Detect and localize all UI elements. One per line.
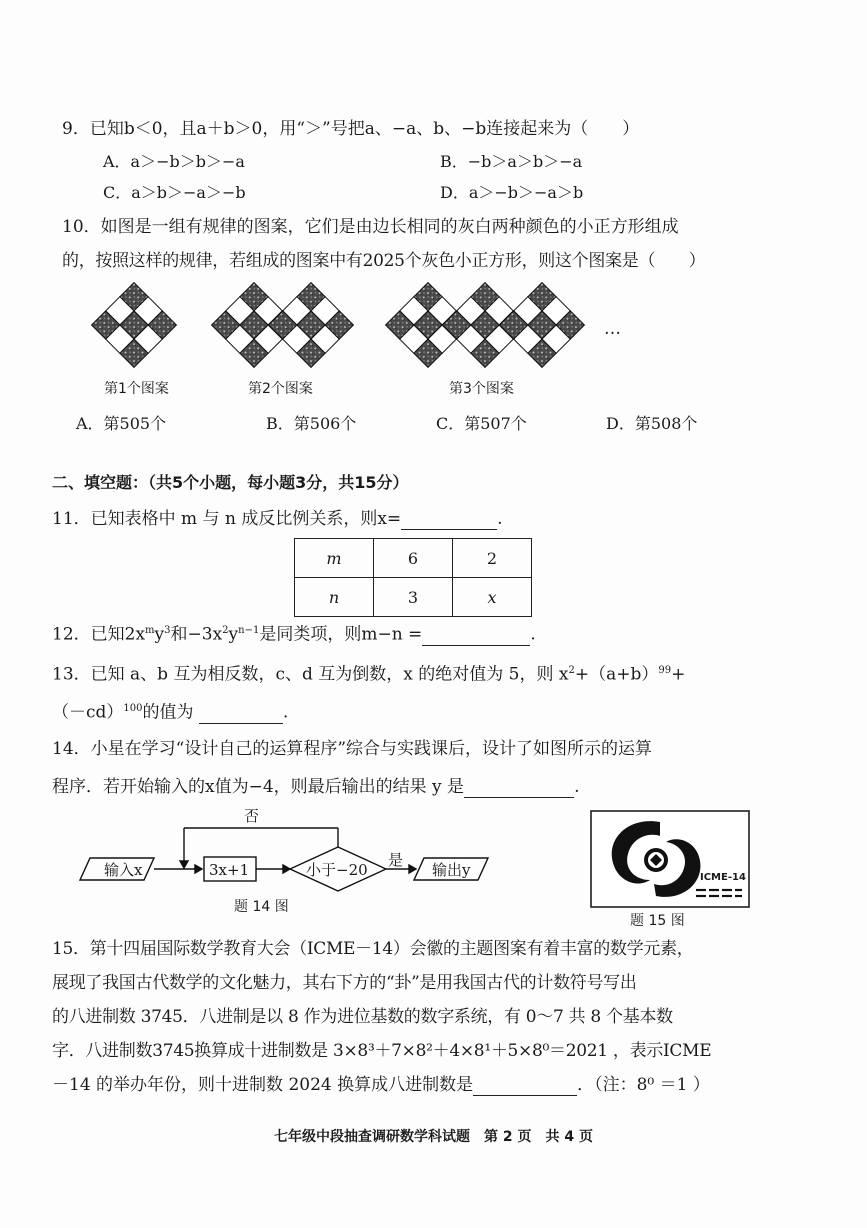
q12-end: . [530,624,536,645]
q12-answer-blank[interactable] [422,627,530,646]
q14-text: 程序．若开始输入的x值为−4，则最后输出的结果 y 是 [52,777,465,797]
q13-text: 13．已知 a、b 互为相反数，c、d 互为倒数，x 的绝对值为 5，则 x [52,664,569,685]
table-cell [295,539,374,578]
q15-text: －14 的举办年份，则十进制数 2024 换算成八进制数是 [52,1075,474,1095]
q11-end: . [497,509,503,529]
q13-text: + [671,664,686,685]
q9-option-d: D．a＞−b＞−a＞b [440,183,584,202]
q14-end: . [574,777,580,797]
table-cell: 3 [374,578,453,617]
q14-line1: 14．小星在学习“设计自己的运算程序”综合与实践课后，设计了如图所示的运算 [52,739,653,759]
q13-exp: 99 [658,665,672,676]
q10-option-a: A．第505个 [76,414,167,433]
q12-text: 是同类项，则m−n = [259,624,423,645]
q12-line [52,620,536,646]
logo-text: ICME-14 [700,872,746,883]
arrow-head-icon [409,865,416,873]
q15-caption: 题 15 图 [630,913,685,929]
q10-fig2-caption: 第2个图案 [248,381,313,397]
q10-fig1-caption: 第1个图案 [104,381,169,397]
arrow-head-icon [180,861,188,868]
q11-stem: 11．已知表格中 m 与 n 成反比例关系，则x= [52,509,402,529]
cell-n: n [328,587,340,607]
q15-line2: 展现了我国古代数学的文化魅力，其右下方的“卦”是用我国古代的计数符号写出 [52,973,637,993]
table-cell [453,578,532,617]
section-2-heading: 二、填空题：（共5个小题，每小题3分，共15分） [52,473,409,492]
pattern-2 [212,283,354,368]
q15-line1: 15．第十四届国际数学教育大会（ICME－14）会徽的主题图案有着丰富的数学元素， [52,939,694,959]
q12-text: y [154,624,165,645]
q9-option-c: C．a＞b＞−a＞−b [103,183,246,202]
table-cell: 6 [374,539,453,578]
icme-logo [590,810,750,908]
q15-line3: 的八进制数 3745．八进制是以 8 作为进位基数的数字系统，有 0～7 共 8 个基本数 [52,1007,673,1027]
flow-no-label: 否 [244,807,260,825]
table-cell: 2 [453,539,532,578]
q13-line1 [52,660,685,686]
q12-exp: n−1 [238,625,260,636]
q10-line1: 10．如图是一组有规律的图案，它们是由边长相同的灰白两种颜色的小正方形组成 [62,217,679,237]
q13-line2 [52,698,288,724]
q10-option-b: B．第506个 [266,414,357,433]
q15-line5 [52,1074,710,1096]
cell-m: m [326,548,342,568]
q10-option-c: C．第507个 [436,414,527,433]
q11-table [294,538,532,617]
q10-ellipsis: … [604,319,621,339]
q13-exp: 2 [568,665,575,676]
q9-option-a: A．a＞−b＞b＞−a [103,152,245,171]
q10-fig3-caption: 第3个图案 [449,381,514,397]
flow-input-label: 输入x [104,861,143,879]
flow-op-label: 3x+1 [209,861,250,879]
flow-cond-label: 小于−20 [306,861,368,879]
q12-exp: 2 [222,625,229,636]
flow-yes-label: 是 [388,851,404,869]
q13-text: （－cd） [52,702,124,723]
q14-answer-blank[interactable] [464,779,574,798]
q12-text: 和−3x [170,624,223,645]
q15-note: ．（注：8⁰ ＝1 ） [577,1075,710,1095]
q11-answer-blank[interactable] [401,511,497,530]
q13-end: . [282,702,289,723]
q11-line [52,508,503,530]
q12-text: 12．已知2x [52,624,146,645]
q13-exp: 100 [123,703,143,714]
q15-answer-blank[interactable] [473,1077,577,1096]
q13-answer-blank[interactable] [199,705,283,724]
flow-output-label: 输出y [432,861,471,879]
table-cell [295,578,374,617]
q12-exp: 3 [164,625,171,636]
q14-caption: 题 14 图 [234,899,289,915]
q12-exp: m [145,625,155,636]
q12-text: y [228,624,239,645]
q14-flowchart [76,804,506,894]
pattern-1 [92,283,177,368]
pattern-3 [386,283,585,368]
q9-stem: 9．已知b＜0，且a＋b＞0，用“＞”号把a、−a、b、−b连接起来为（ ） [62,119,640,139]
q13-text: +（a+b） [574,664,659,685]
table-row [295,539,532,578]
q13-text: 的值为 [142,702,194,723]
q14-line2 [52,776,579,798]
q10-line2: 的，按照这样的规律，若组成的图案中有2025个灰色小正方形，则这个图案是（ ） [62,251,706,271]
arrow-head-icon [195,865,202,873]
page-footer: 七年级中段抽查调研数学科试题 第 2 页 共 4 页 [274,1129,593,1145]
q9-option-b: B．−b＞a＞b＞−a [440,152,583,171]
cell-x: x [487,587,497,607]
q10-option-d: D．第508个 [606,414,698,433]
q15-line4: 字．八进制数3745换算成十进制数是 3×8³＋7×8²＋4×8¹＋5×8⁰＝2021 ，表示ICME [52,1041,712,1061]
table-row [295,578,532,617]
q10-pattern-figures [90,282,650,382]
